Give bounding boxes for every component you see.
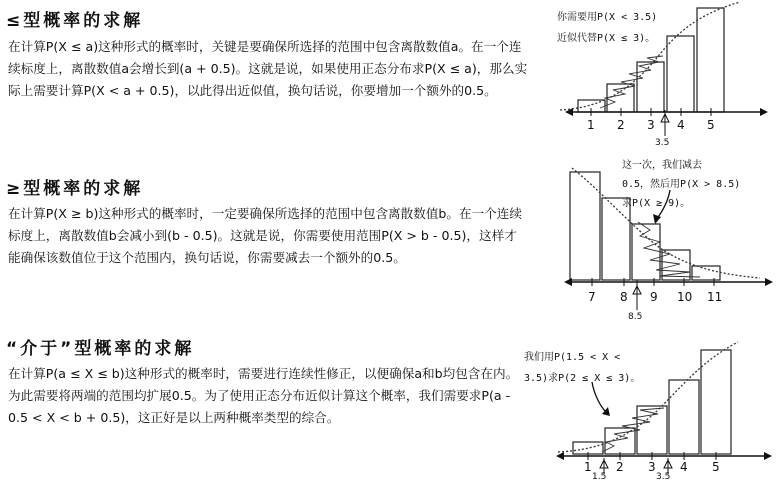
section-title-ge: ≥型概率的求解	[6, 179, 144, 199]
tick-label: 3	[648, 460, 656, 474]
tick-label: 2	[616, 460, 624, 474]
tick-label: 11	[707, 290, 723, 304]
bar	[667, 36, 694, 112]
tick-label: 3	[647, 118, 655, 132]
tick-label: 8	[620, 290, 628, 304]
figure-between	[518, 330, 776, 488]
marker-label: 1.5	[592, 472, 607, 482]
figure-ge	[560, 150, 775, 334]
tick-label: 4	[677, 118, 685, 132]
figure-le	[555, 0, 770, 164]
tick-label: 5	[712, 460, 720, 474]
figure-note: 你需要用P(X < 3.5) 近似代替P(X ≤ 3)。	[557, 12, 658, 44]
tick-label: 1	[584, 460, 592, 474]
tick-label: 5	[707, 118, 715, 132]
section-body-le: 在计算P(X ≤ a)这种形式的概率时，关键是要确保所选择的范围中包含离散数值a。在一个连续标度上，离散数值a会增长到(a + 0.5)。这就是说，如果使用正态分布求P(X ≤ a)，那么实际上需要计算P(X < a + 0.5)，以此得出近似值，换句话说，你要增加一个额外的0.5。	[8, 39, 528, 98]
tick-label: 7	[588, 290, 596, 304]
tick-label: 1	[587, 118, 595, 132]
bar	[692, 266, 720, 280]
figure-note: 我们用P(1.5 < X < 3.5)求P(2 ≤ X ≤ 3)。	[524, 352, 641, 384]
tick-label: 2	[617, 118, 625, 132]
marker-label: 8.5	[628, 312, 643, 322]
bar	[602, 198, 630, 280]
section-body-between: 在计算P(a ≤ X ≤ b)这种形式的概率时，需要进行连续性修正，以便确保a和b均包含在内。为此需要将两端的范围均扩展0.5。为了使用正态分布近似计算这个概率，我们需要求P(a - 0.5 < X < b + 0.5)，这正好是以上两种概率类型的综合。	[8, 366, 519, 425]
tick-label: 9	[650, 290, 658, 304]
section-body-ge: 在计算P(X ≥ b)这种形式的概率时，一定要确保所选择的范围中包含离散数值b。在一个连续标度上，离散数值b会减小到(b - 0.5)。这就是说，你需要使用范围P(X > b - 0.5)，这样才能确保该数值位于这个范围内，换句话说，你需要减去一个额外的0.5。	[8, 206, 522, 265]
marker-label: 3.5	[656, 472, 671, 482]
tick-label: 10	[677, 290, 693, 304]
marker-label: 3.5	[655, 138, 670, 148]
bar	[697, 8, 724, 112]
section-title-le: ≤型概率的求解	[6, 11, 144, 31]
figure-note: 这一次，我们减去 0.5，然后用P(X > 8.5) 求P(X ≥ 9)。	[622, 160, 741, 209]
bar	[669, 380, 699, 454]
bar	[637, 406, 667, 454]
bar	[701, 350, 731, 454]
bar	[570, 172, 600, 280]
section-title-between: “介于”型概率的求解	[6, 339, 195, 359]
tick-label: 4	[680, 460, 688, 474]
